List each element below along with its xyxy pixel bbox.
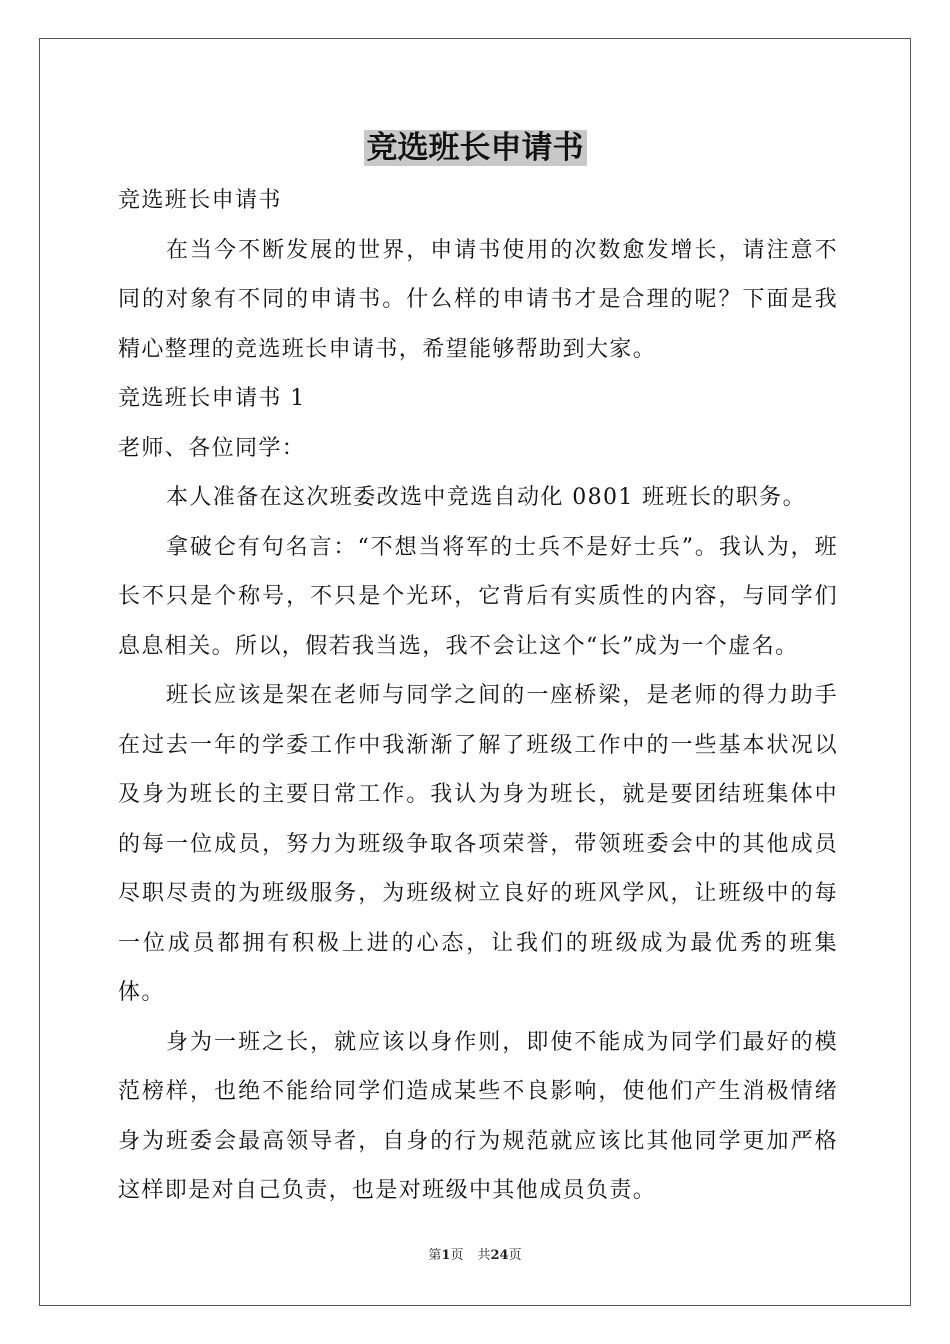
body-paragraph: 本人准备在这次班委改选中竞选自动化 0801 班班长的职务。 — [166, 485, 806, 510]
body-paragraph: 拿破仑有句名言：“不想当将军的士兵不是好士兵”。我认为，班长不只是个称号，不只是个光环，它背后有实质性的内容，与同学们息息相关。所以，假若我当选，我不会让这个“长”成为一个虚名。 — [118, 534, 838, 659]
document-body — [118, 176, 838, 1216]
body-paragraph: 班长应该是架在老师与同学之间的一座桥梁，是老师的得力助手在过去一年的学委工作中我渐渐了解了班级工作中的一些基本状况以及身为班长的主要日常工作。我认为身为班长，就是要团结班集体中的每一位成员，努力为班级争取各项荣誉，带领班委会中的其他成员尽职尽责的为班级服务，为班级树立良好的班风学风，让班级中的每一位成员都拥有积极上进的心态，让我们的班级成为最优秀的班集体。 — [118, 683, 838, 1005]
page-prefix: 第 — [428, 1248, 442, 1263]
total-suffix: 页 — [508, 1248, 522, 1263]
body-paragraph: 在当今不断发展的世界，申请书使用的次数愈发增长，请注意不同的对象有不同的申请书。什么样的申请书才是合理的呢？下面是我精心整理的竞选班长申请书，希望能够帮助到大家。 — [118, 237, 838, 362]
total-prefix: 共 — [477, 1248, 491, 1263]
total-pages: 24 — [490, 1248, 509, 1263]
body-paragraph: 竞选班长申请书 1 — [118, 386, 306, 411]
page-suffix: 页 — [450, 1248, 464, 1263]
body-paragraph: 身为一班之长，就应该以身作则，即使不能成为同学们最好的模范榜样，也绝不能给同学们造成某些不良影响，使他们产生消极情绪身为班委会最高领导者，自身的行为规范就应该比其他同学更加严格这样即是对自己负责，也是对班级中其他成员负责。 — [118, 1029, 838, 1203]
page-footer — [0, 1247, 950, 1265]
body-paragraph: 老师、各位同学： — [118, 435, 306, 461]
page-number: 1 — [441, 1248, 451, 1263]
document-title — [0, 126, 950, 170]
document-title-text: 竞选班长申请书 — [364, 130, 587, 166]
body-paragraph: 竞选班长申请书 — [118, 188, 282, 213]
